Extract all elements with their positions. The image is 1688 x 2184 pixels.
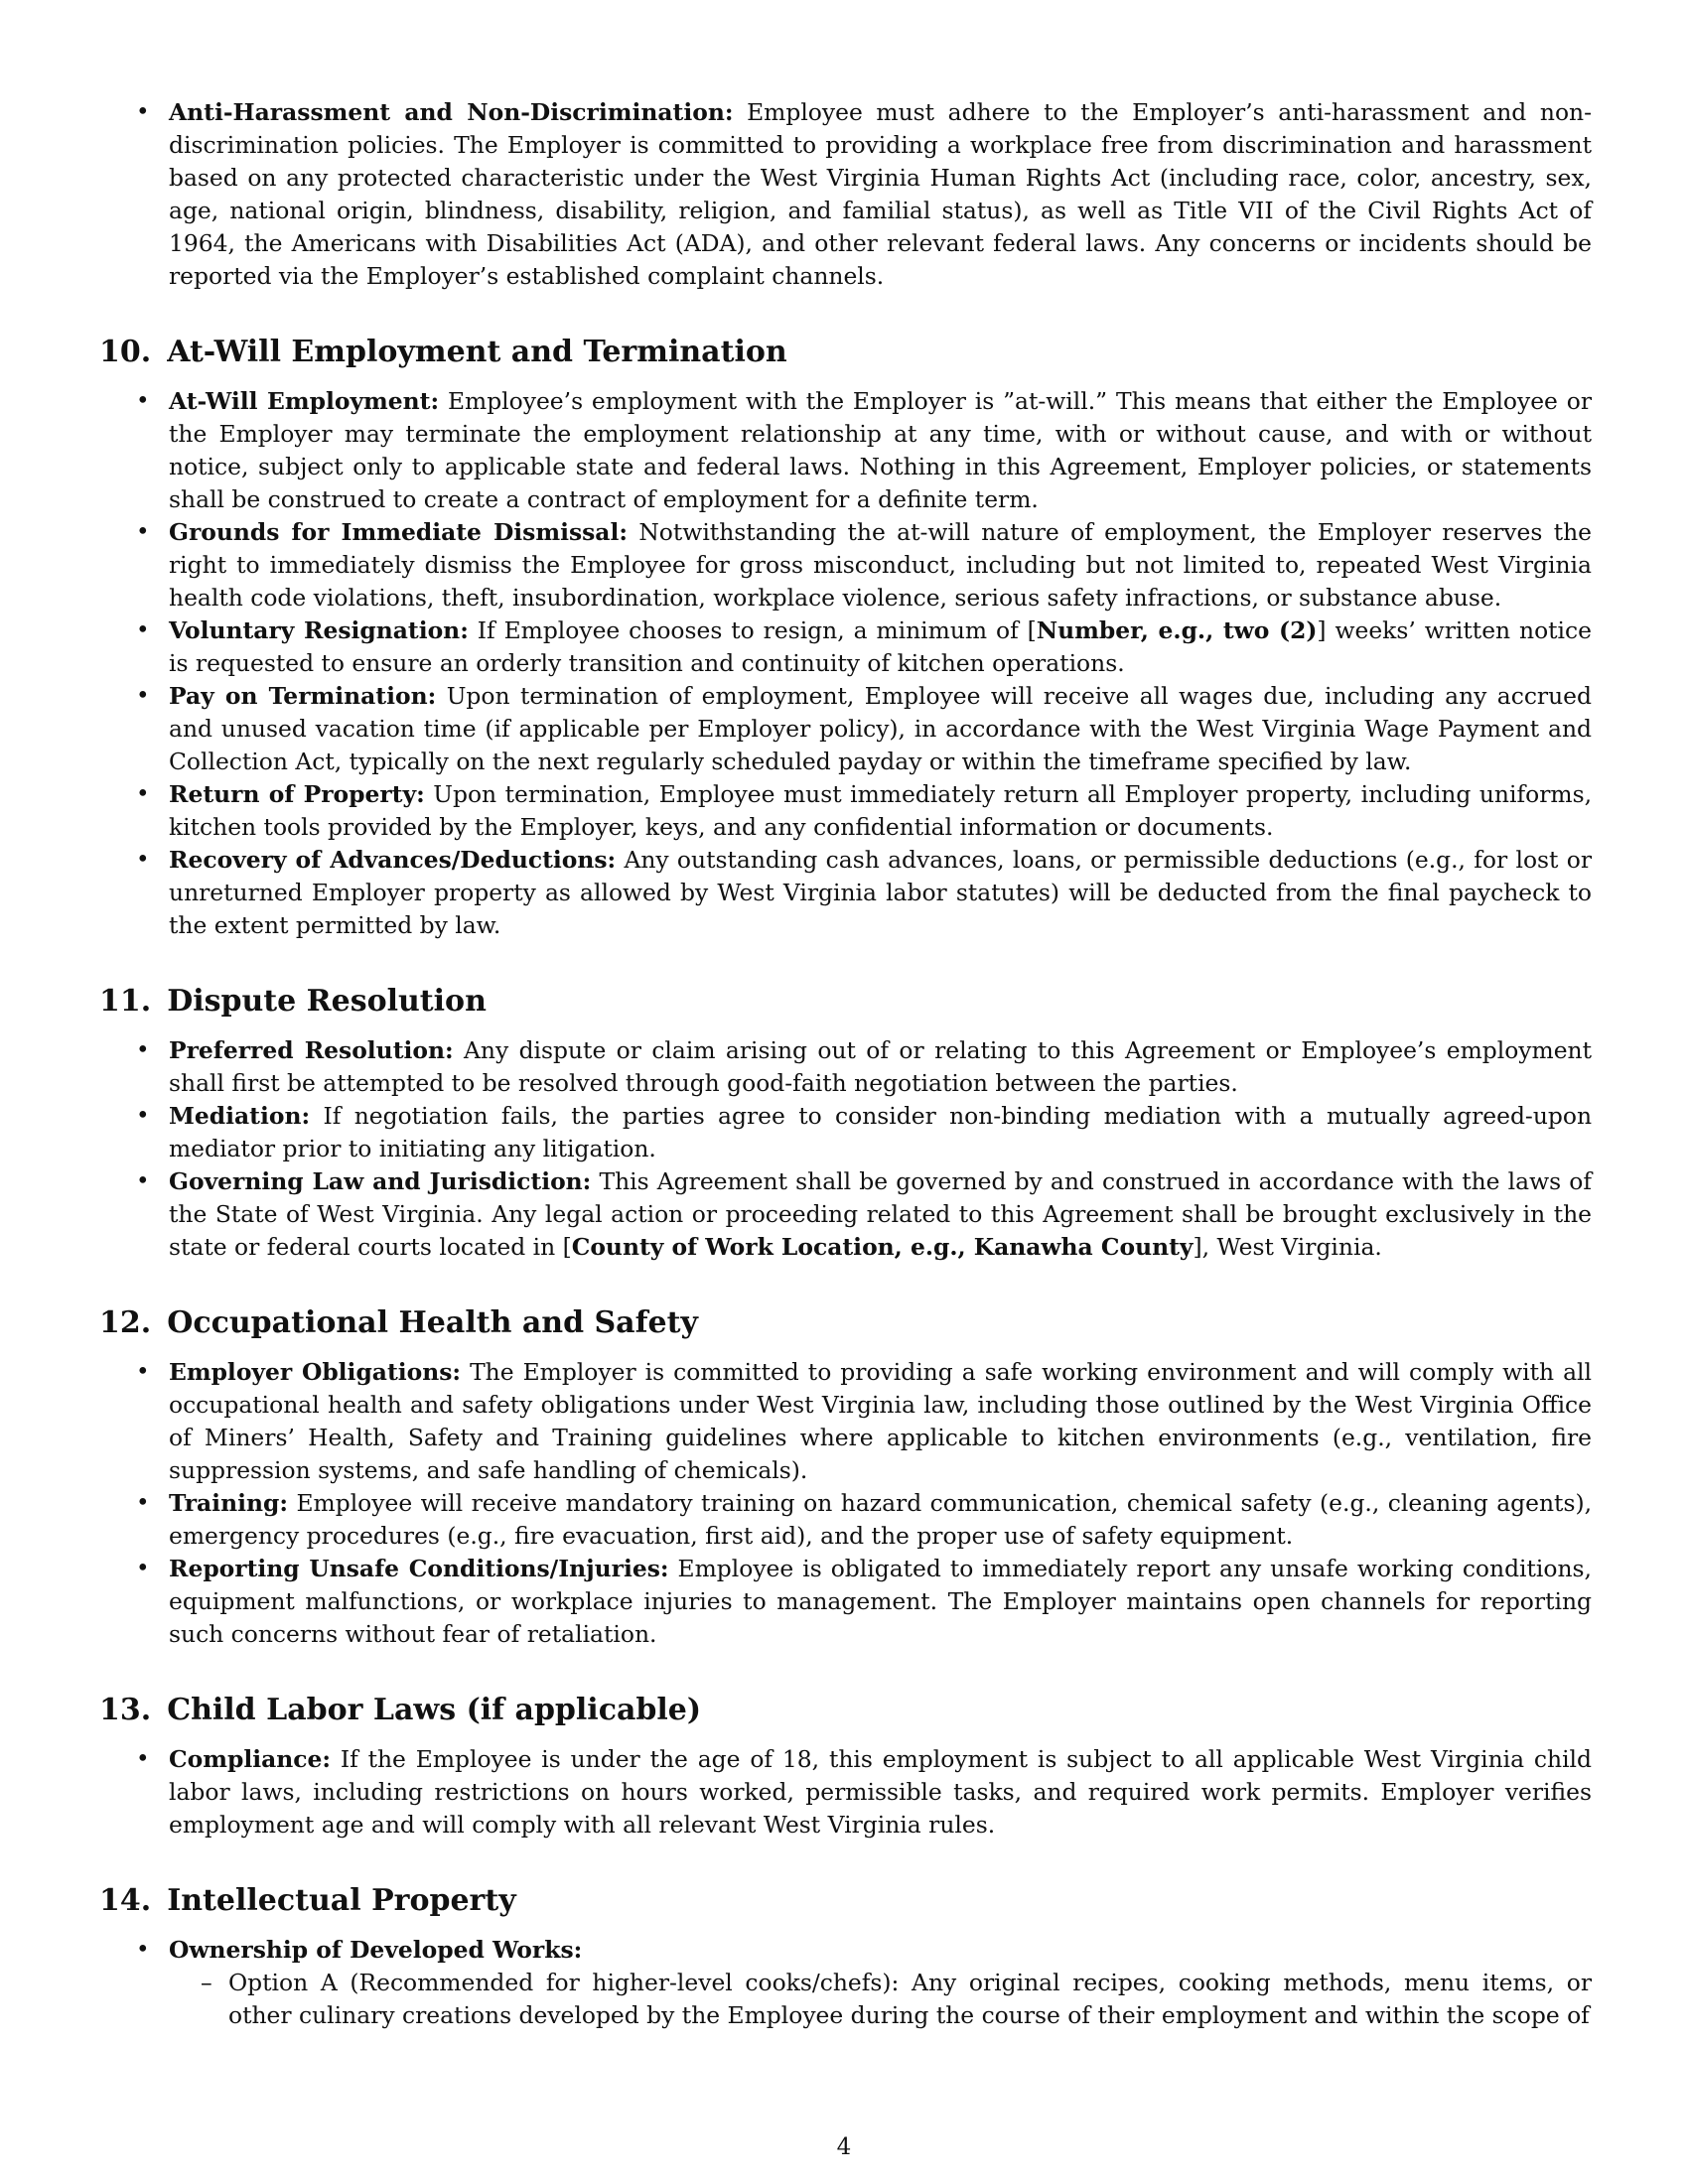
- section-heading-14: [99, 1881, 1592, 1921]
- section-heading-11: [99, 982, 1592, 1022]
- list-item: [99, 96, 1592, 293]
- list-item: [99, 1553, 1592, 1651]
- item-text: Employee must adhere to the Employer’s anti-harassment and non-discrimination policies. The Employer is committed to providing a workplace free from discrimination and harassment based on any protected characteristic under the West Virginia Human Rights Act (including race, color, ancestry, sex, age, national origin, blindness, disability, religion, and familial status), as well as Title VII of the Civil Rights Act of 1964, the Americans with Disabilities Act (ADA), and other relevant federal laws. Any concerns or incidents should be reported via the Employer’s established complaint channels.: [169, 98, 1593, 290]
- item-text: Employee will receive mandatory training on hazard communication, chemical safety (e.g., cleaning agents), emergency procedures (e.g., fire evacuation, first aid), and the proper use of safety equipment.: [169, 1489, 1593, 1550]
- section-number: 10.: [99, 335, 152, 369]
- section-title: Intellectual Property: [167, 1883, 516, 1918]
- section-title: Child Labor Laws (if applicable): [167, 1693, 702, 1727]
- section-number: 12.: [99, 1305, 152, 1340]
- item-text: If the Employee is under the age of 18, this employment is subject to all applicable West Virginia child labor laws, including restrictions on hours worked, permissible tasks, and required work permits. Employer verifies employment age and will comply with all relevant West Virginia rules.: [169, 1745, 1592, 1839]
- item-label: Governing Law and Jurisdiction:: [169, 1167, 592, 1195]
- item-label: Preferred Resolution:: [169, 1036, 454, 1064]
- section-list-10: [99, 385, 1592, 942]
- item-text: Upon termination of employment, Employee will receive all wages due, including any accrued and unused vacation time (if applicable per Employer policy), in accordance with the West Virginia Wage Payment and Collection Act, typically on the next regularly scheduled payday or within the timeframe specified by law.: [169, 682, 1592, 775]
- section-title: Occupational Health and Safety: [167, 1305, 698, 1340]
- list-item: [99, 1165, 1592, 1264]
- list-item: [99, 516, 1592, 614]
- section-list-14: [99, 1934, 1592, 2032]
- item-label: Recovery of Advances/Deductions:: [169, 846, 617, 874]
- item-text: Employee is obligated to immediately report any unsafe working conditions, equipment malfunctions, or workplace injuries to management. The Employer maintains open channels for reporting such concerns without fear of retaliation.: [169, 1555, 1592, 1648]
- list-item: [99, 844, 1592, 942]
- sub-list-item: – Option A (Recommended for higher-level cooks/chefs): Any original recipes, cooking methods, menu items, or other culinary creations developed by the Employee during the course of their employment and within the scope of: [169, 1967, 1592, 2032]
- item-text: Upon termination, Employee must immediately return all Employer property, including uniforms, kitchen tools provided by the Employer, keys, and any confidential information or documents.: [169, 780, 1593, 841]
- item-text: Any dispute or claim arising out of or relating to this Agreement or Employee’s employment shall first be attempted to be resolved through good-faith negotiation between the parties.: [169, 1036, 1592, 1097]
- section-number: 11.: [99, 984, 152, 1019]
- list-item: [99, 1034, 1592, 1100]
- intro-list: [99, 96, 1592, 293]
- section-number: 14.: [99, 1883, 152, 1918]
- item-text: Employee’s employment with the Employer is ”at-will.” This means that either the Employee or the Employer may terminate the employment relationship at any time, with or without cause, and with or without notice, subject only to applicable state and federal laws. Nothing in this Agreement, Employer policies, or statements shall be construed to create a contract of employment for a definite term.: [169, 387, 1592, 513]
- section-heading-10: [99, 333, 1592, 372]
- item-text: If Employee chooses to resign, a minimum of [: [477, 616, 1037, 644]
- item-label: Reporting Unsafe Conditions/Injuries:: [169, 1555, 669, 1582]
- document-body: [99, 96, 1592, 2032]
- item-text: If negotiation fails, the parties agree to consider non-binding mediation with a mutually agreed-upon mediator prior to initiating any litigation.: [169, 1102, 1593, 1162]
- list-item: [99, 1487, 1592, 1553]
- section-list-12: [99, 1356, 1592, 1651]
- list-item: [99, 680, 1592, 778]
- item-label: Employer Obligations:: [169, 1358, 462, 1386]
- list-item: [99, 1934, 1592, 2032]
- list-item: [99, 614, 1592, 680]
- sub-list: [169, 1967, 1592, 2032]
- placeholder-text: County of Work Location, e.g., Kanawha County: [571, 1233, 1194, 1261]
- item-label: Compliance:: [169, 1745, 332, 1773]
- item-text: The Employer is committed to providing a safe working environment and will comply with all occupational health and safety obligations under West Virginia law, including those outlined by the West Virginia Office of Miners’ Health, Safety and Training guidelines where applicable to kitchen environments (e.g., ventilation, fire suppression systems, and safe handling of chemicals).: [169, 1358, 1592, 1484]
- placeholder-text: Number, e.g., two (2): [1036, 616, 1318, 644]
- list-item: [99, 1743, 1592, 1842]
- item-text: Notwithstanding the at-will nature of employment, the Employer reserves the right to immediately dismiss the Employee for gross misconduct, including but not limited to, repeated West Virginia health code violations, theft, insubordination, workplace violence, serious safety infractions, or substance abuse.: [169, 518, 1592, 612]
- item-text: This Agreement shall be governed by and construed in accordance with the laws of the State of West Virginia. Any legal action or proceeding related to this Agreement shall be brought exclusively in the state or federal courts located in [: [169, 1167, 1592, 1261]
- section-list-13: [99, 1743, 1592, 1842]
- item-label: At-Will Employment:: [169, 387, 440, 415]
- item-label: Anti-Harassment and Non-Discrimination:: [169, 98, 734, 126]
- item-label: Mediation:: [169, 1102, 311, 1130]
- section-heading-12: [99, 1303, 1592, 1343]
- list-item: [99, 1356, 1592, 1487]
- item-text: ] weeks’ written notice is requested to ensure an orderly transition and continuity of kitchen operations.: [169, 616, 1592, 677]
- section-heading-13: [99, 1691, 1592, 1730]
- item-label: Voluntary Resignation:: [169, 616, 469, 644]
- item-label: Return of Property:: [169, 780, 425, 808]
- list-item: [99, 385, 1592, 516]
- item-text: Any outstanding cash advances, loans, or permissible deductions (e.g., for lost or unreturned Employer property as allowed by West Virginia labor statutes) will be deducted from the final paycheck to the extent permitted by law.: [169, 846, 1592, 939]
- item-label: Training:: [169, 1489, 288, 1517]
- item-label: Ownership of Developed Works:: [169, 1936, 583, 1964]
- page-number: 4: [836, 2134, 852, 2160]
- section-title: Dispute Resolution: [167, 984, 487, 1019]
- item-label: Pay on Termination:: [169, 682, 437, 710]
- item-text: ], West Virginia.: [1193, 1233, 1382, 1261]
- list-item: [99, 778, 1592, 844]
- section-list-11: [99, 1034, 1592, 1264]
- section-title: At-Will Employment and Termination: [167, 335, 787, 369]
- section-number: 13.: [99, 1693, 152, 1727]
- list-item: [99, 1100, 1592, 1165]
- item-label: Grounds for Immediate Dismissal:: [169, 518, 628, 546]
